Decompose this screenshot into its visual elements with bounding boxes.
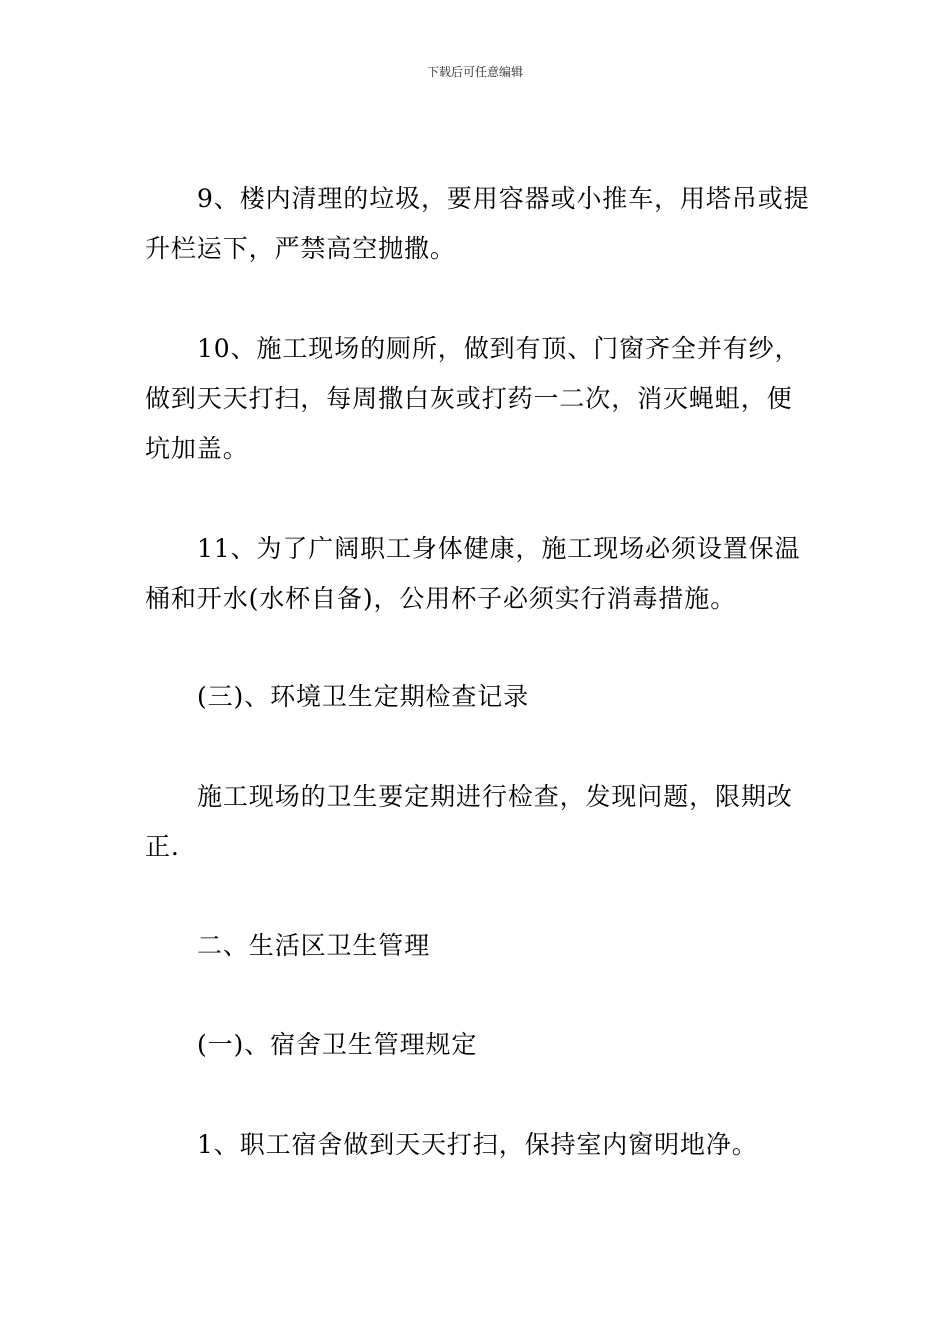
paragraph-inspection-rule: 施工现场的卫生要定期进行检查，发现问题，限期改正. [145,782,793,861]
section-heading-environment-inspection: (三)、环境卫生定期检查记录 [197,682,530,711]
section-heading-living-area: 二、生活区卫生管理 [197,931,431,960]
paragraph-item-11: 11、为了广阔职工身体健康，施工现场必须设置保温桶和开水(水杯自备)，公用杯子必须实行消毒措施。 [145,534,801,613]
page-header: 下载后可任意编辑 [426,65,523,79]
paragraph-item-9: 9、楼内清理的垃圾，要用容器或小推车，用塔吊或提升栏运下，严禁高空抛撒。 [145,184,810,263]
section-heading-dormitory-rules: (一)、宿舍卫生管理规定 [197,1030,478,1059]
paragraph-item-1: 1、职工宿舍做到天天打扫，保持室内窗明地净。 [197,1130,758,1159]
paragraph-item-10: 10、施工现场的厕所，做到有顶、门窗齐全并有纱，做到天天打扫，每周撒白灰或打药一二次，消灭蝇蛆，便坑加盖。 [145,334,801,463]
